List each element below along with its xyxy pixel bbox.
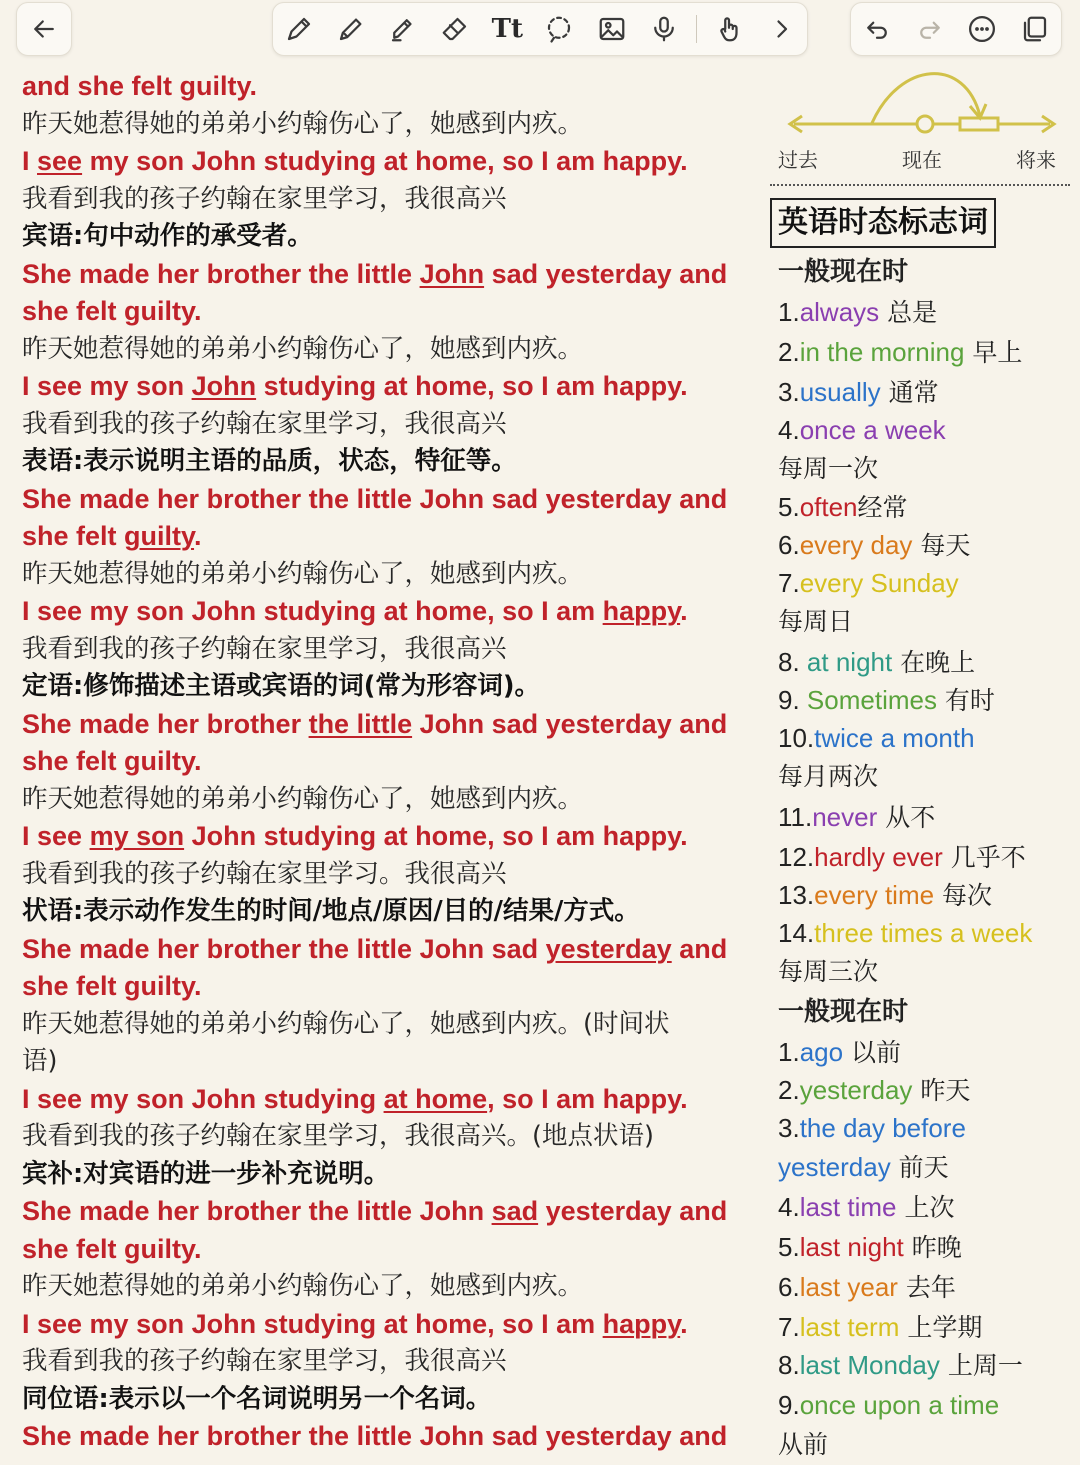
pages-button[interactable] bbox=[1015, 9, 1055, 49]
english-example-line bbox=[22, 1193, 762, 1231]
time-marker-item bbox=[778, 837, 1073, 877]
marker-meaning: 在晚上 bbox=[892, 648, 976, 677]
marker-number: 1. bbox=[778, 297, 800, 327]
chinese-translation: 我看到我的孩子约翰在家里学习，我很高兴。(地点状语) bbox=[22, 1121, 654, 1151]
lasso-tool-button[interactable] bbox=[539, 9, 579, 49]
marker-word: once a week bbox=[799, 415, 946, 445]
text-segment: John studying at home, so I am happy. bbox=[184, 821, 688, 851]
marker-word: every Sunday bbox=[799, 567, 959, 598]
text-segment: I see my son John studying at home, so I am bbox=[22, 596, 603, 626]
time-marker-item bbox=[778, 565, 1073, 603]
chinese-translation: 我看到我的孩子约翰在家里学习，我很高兴 bbox=[22, 183, 507, 214]
time-marker-item bbox=[778, 797, 1073, 837]
marker-number: 9. bbox=[778, 685, 807, 715]
marker-meaning: 通常 bbox=[880, 378, 939, 407]
marker-word: last Monday bbox=[799, 1350, 940, 1380]
pencil-icon bbox=[336, 14, 366, 44]
timeline-present-label: 现在 bbox=[902, 148, 942, 172]
text-segment: she felt guilty. bbox=[22, 746, 202, 776]
chinese-translation: 语) bbox=[22, 1046, 58, 1076]
marker-number: 7. bbox=[778, 1312, 800, 1342]
text-segment: I see my son John studying at home, so I am bbox=[22, 1308, 603, 1339]
marker-number: 4. bbox=[778, 1192, 800, 1222]
marker-number: 8. bbox=[778, 1350, 800, 1380]
chinese-translation: 昨天她惹得她的弟弟小约翰伤心了，她感到内疚。 bbox=[22, 558, 584, 589]
marker-number: 7. bbox=[778, 567, 800, 598]
marker-word: hardly ever bbox=[814, 842, 943, 872]
time-marker-item bbox=[778, 372, 1073, 412]
marker-word: last night bbox=[799, 1232, 904, 1262]
image-icon bbox=[597, 14, 627, 44]
marker-number: 1. bbox=[778, 1037, 800, 1067]
marker-number: 3. bbox=[778, 1112, 800, 1143]
marker-word: never bbox=[812, 802, 878, 832]
marker-word: the day before bbox=[799, 1112, 966, 1143]
toolbar-divider bbox=[696, 15, 697, 43]
text-segment: She made her brother the little John sad yesterday and bbox=[22, 483, 728, 514]
marker-meaning: 昨晚 bbox=[903, 1233, 962, 1262]
arrow-left-icon bbox=[29, 14, 59, 44]
underlined-phrase: sad bbox=[491, 1196, 539, 1226]
marker-meaning: 每天 bbox=[912, 531, 971, 560]
chinese-translation: 昨天她惹得她的弟弟小约翰伤心了，她感到内疚。 bbox=[22, 1271, 584, 1301]
time-marker-item bbox=[778, 642, 1073, 682]
text-segment: she felt bbox=[22, 521, 125, 551]
text-segment: She made her brother bbox=[22, 708, 309, 739]
time-marker-item bbox=[778, 487, 1073, 527]
english-example-line bbox=[22, 706, 762, 744]
marker-number: 13. bbox=[778, 880, 815, 910]
microphone-icon bbox=[649, 14, 679, 44]
text-segment: . bbox=[680, 596, 688, 626]
time-marker-item bbox=[778, 720, 1073, 758]
tense-timeline bbox=[780, 66, 1070, 181]
timeline-arrow-diagram bbox=[780, 66, 1070, 141]
chinese-translation: 昨天她惹得她的弟弟小约翰伤心了，她感到内疚。 bbox=[22, 783, 584, 814]
redo-icon bbox=[915, 14, 945, 44]
redo-button[interactable] bbox=[910, 9, 950, 49]
more-options-button[interactable] bbox=[962, 9, 1002, 49]
text-segment: my son John studying at home, so I am happy. bbox=[82, 146, 688, 176]
marker-number: 11. bbox=[778, 802, 813, 832]
chinese-translation: 昨天她惹得她的弟弟小约翰伤心了，她感到内疚。 bbox=[22, 108, 584, 139]
text-segment: I see bbox=[22, 821, 90, 851]
underlined-phrase: yesterday bbox=[545, 933, 672, 964]
timeline-past-label: 过去 bbox=[778, 148, 818, 172]
time-marker-item bbox=[778, 1110, 1073, 1148]
underlined-phrase: at home bbox=[383, 1083, 488, 1114]
text-segment: . bbox=[680, 1308, 688, 1339]
marker-word: yesterday bbox=[778, 1152, 891, 1182]
grammar-definition: 宾语:句中动作的承受者。 bbox=[22, 221, 313, 251]
text-segment: sad yesterday and bbox=[484, 258, 728, 289]
marker-number: 5. bbox=[778, 492, 800, 522]
underlined-phrase: see bbox=[37, 146, 83, 176]
pages-icon bbox=[1020, 14, 1050, 44]
grammar-definition: 定语:修饰描述主语或宾语的词(常为形容词)。 bbox=[22, 671, 541, 701]
text-tool-button[interactable] bbox=[487, 9, 527, 49]
marker-number: 5. bbox=[778, 1232, 800, 1262]
pencil-tool-button[interactable] bbox=[331, 9, 371, 49]
text-segment: . bbox=[194, 521, 202, 551]
english-example-line bbox=[22, 518, 762, 556]
marker-meaning: 早上 bbox=[964, 338, 1023, 367]
more-icon bbox=[967, 14, 997, 44]
marker-word: at night bbox=[806, 647, 893, 677]
text-segment: She made her brother the little John bbox=[22, 1196, 492, 1226]
english-example-line bbox=[22, 68, 762, 106]
marker-number: 3. bbox=[778, 377, 800, 407]
text-segment: and she felt guilty. bbox=[22, 71, 258, 101]
chinese-translation: 我看到我的孩子约翰在家里学习，我很高兴 bbox=[22, 1346, 507, 1376]
right-toolbar bbox=[850, 2, 1062, 56]
touch-gesture-icon bbox=[714, 14, 744, 44]
section-divider bbox=[770, 184, 1070, 186]
text-segment: she felt guilty. bbox=[22, 1233, 202, 1264]
marker-word: always bbox=[799, 297, 880, 327]
microphone-button[interactable] bbox=[644, 9, 684, 49]
underlined-phrase: John bbox=[419, 258, 485, 289]
marker-number: 6. bbox=[778, 1272, 800, 1302]
marker-translation: 每周日 bbox=[778, 607, 854, 636]
time-marker-item bbox=[778, 1147, 1073, 1187]
marker-word: last time bbox=[799, 1192, 897, 1222]
pen-tool-button[interactable] bbox=[279, 9, 319, 49]
text-segment: I see my son John studying bbox=[22, 1083, 384, 1114]
marker-word: often bbox=[799, 492, 858, 522]
marker-meaning: 几乎不 bbox=[942, 843, 1026, 872]
marker-word: every time bbox=[814, 880, 935, 910]
time-marker-item bbox=[778, 877, 1073, 915]
underlined-phrase: John bbox=[191, 371, 257, 401]
grammar-definition: 状语:表示动作发生的时间/地点/原因/目的/结果/方式。 bbox=[22, 896, 640, 926]
grammar-definition: 表语:表示说明主语的品质，状态，特征等。 bbox=[22, 446, 517, 476]
english-example-line bbox=[22, 968, 762, 1006]
marker-number: 4. bbox=[778, 415, 800, 445]
marker-meaning: 去年 bbox=[897, 1273, 956, 1302]
marker-meaning: 经常 bbox=[857, 493, 908, 522]
marker-translation: 每周一次 bbox=[778, 453, 879, 483]
marker-number: 6. bbox=[778, 530, 800, 560]
english-example-line bbox=[22, 1306, 762, 1344]
back-button[interactable] bbox=[24, 9, 64, 49]
grammar-definition: 宾补:对宾语的进一步补充说明。 bbox=[22, 1158, 390, 1189]
marker-meaning: 上学期 bbox=[899, 1313, 983, 1342]
chevron-right-icon bbox=[766, 14, 796, 44]
text-tool-icon: Tt bbox=[491, 14, 524, 44]
marker-word: usually bbox=[799, 377, 881, 407]
chinese-translation: 我看到我的孩子约翰在家里学习，我很高兴 bbox=[22, 408, 507, 439]
english-example-line bbox=[22, 1418, 762, 1456]
time-marker-item bbox=[778, 1307, 1073, 1347]
text-segment: John sad yesterday and bbox=[412, 708, 728, 739]
marker-word: Sometimes bbox=[806, 685, 937, 715]
marker-number: 2. bbox=[778, 337, 800, 367]
tense-heading: 一般现在时 bbox=[778, 257, 909, 287]
english-example-line bbox=[22, 481, 762, 519]
english-example-line bbox=[22, 256, 762, 294]
english-example-line bbox=[22, 293, 762, 331]
marker-word: in the morning bbox=[799, 337, 965, 367]
time-marker-item bbox=[778, 412, 1073, 450]
undo-icon bbox=[862, 14, 892, 44]
tense-markers-title: 英语时态标志词 bbox=[770, 198, 996, 248]
highlighter-tool-button[interactable] bbox=[383, 9, 423, 49]
marker-meaning: 上周一 bbox=[939, 1351, 1023, 1380]
undo-button[interactable] bbox=[857, 9, 897, 49]
english-example-line bbox=[22, 368, 762, 406]
time-marker-item bbox=[778, 1385, 1073, 1425]
grammar-notes bbox=[22, 68, 762, 1456]
text-segment: she felt guilty. bbox=[22, 971, 202, 1001]
more-tools-button[interactable] bbox=[761, 9, 801, 49]
marker-number: 9. bbox=[778, 1389, 800, 1420]
text-segment: She made her brother the little John sad yesterday and bbox=[22, 1421, 728, 1451]
marker-number: 10. bbox=[778, 722, 815, 753]
time-marker-item bbox=[778, 1227, 1073, 1267]
time-marker-item bbox=[778, 1032, 1073, 1072]
time-marker-item bbox=[778, 527, 1073, 565]
text-segment: and bbox=[671, 933, 728, 964]
marker-number: 14. bbox=[778, 917, 815, 948]
marker-number: 2. bbox=[778, 1075, 800, 1105]
marker-meaning: 以前 bbox=[843, 1038, 902, 1067]
time-marker-item bbox=[778, 292, 1073, 332]
time-marker-item bbox=[778, 1072, 1073, 1110]
underlined-phrase: happy bbox=[602, 596, 681, 626]
underlined-phrase: my son bbox=[89, 821, 185, 851]
touch-gesture-button[interactable] bbox=[709, 9, 749, 49]
english-example-line bbox=[22, 143, 762, 181]
marker-word: every day bbox=[799, 530, 913, 560]
marker-word: last term bbox=[799, 1312, 900, 1342]
marker-number: 8. bbox=[778, 647, 807, 677]
eraser-icon bbox=[440, 14, 470, 44]
marker-word: once upon a time bbox=[799, 1389, 1000, 1420]
time-marker-item bbox=[778, 915, 1073, 953]
chinese-translation: 昨天她惹得她的弟弟小约翰伤心了，她感到内疚。 bbox=[22, 333, 584, 364]
underlined-phrase: the little bbox=[308, 708, 413, 739]
marker-translation: 每月两次 bbox=[778, 762, 879, 791]
marker-meaning: 昨天 bbox=[912, 1076, 971, 1105]
text-segment: I bbox=[22, 146, 38, 176]
back-button-group bbox=[16, 2, 72, 56]
marker-meaning: 总是 bbox=[879, 298, 938, 327]
chinese-translation: 昨天她惹得她的弟弟小约翰伤心了，她感到内疚。(时间状 bbox=[22, 1008, 670, 1039]
lasso-icon bbox=[544, 14, 574, 44]
time-marker-item bbox=[778, 1347, 1073, 1385]
tense-markers-list bbox=[778, 252, 1073, 1465]
text-segment: She made her brother the little John sad bbox=[22, 933, 546, 964]
text-segment: yesterday and bbox=[538, 1196, 728, 1226]
english-example-line bbox=[22, 931, 762, 969]
marker-translation: 每周三次 bbox=[778, 957, 879, 986]
time-marker-item bbox=[778, 1187, 1073, 1227]
grammar-definition: 同位语:表示以一个名词说明另一个名词。 bbox=[22, 1383, 492, 1414]
marker-word: ago bbox=[799, 1037, 844, 1067]
english-example-line bbox=[22, 593, 762, 631]
english-example-line bbox=[22, 818, 762, 856]
marker-meaning: 上次 bbox=[896, 1193, 955, 1222]
marker-word: three times a week bbox=[814, 917, 1033, 948]
time-marker-item bbox=[778, 682, 1073, 720]
marker-meaning: 每次 bbox=[934, 881, 993, 910]
chinese-translation: 我看到我的孩子约翰在家里学习。我很高兴 bbox=[22, 858, 507, 889]
marker-word: twice a month bbox=[814, 722, 975, 753]
pen-icon bbox=[284, 14, 314, 44]
text-segment: studying at home, so I am happy. bbox=[256, 371, 688, 401]
english-example-line bbox=[22, 1081, 762, 1119]
marker-word: yesterday bbox=[799, 1075, 913, 1105]
text-segment: She made her brother the little bbox=[22, 258, 420, 289]
english-example-line bbox=[22, 1231, 762, 1269]
marker-number: 12. bbox=[778, 842, 815, 872]
marker-word: last year bbox=[799, 1272, 898, 1302]
text-segment: she felt guilty. bbox=[22, 296, 202, 326]
marker-meaning: 前天 bbox=[890, 1153, 949, 1182]
tool-palette bbox=[272, 2, 808, 56]
marker-meaning: 有时 bbox=[936, 686, 995, 715]
underlined-phrase: guilty bbox=[124, 521, 195, 551]
chinese-translation: 我看到我的孩子约翰在家里学习，我很高兴 bbox=[22, 633, 507, 664]
tense-heading: 一般现在时 bbox=[778, 997, 909, 1027]
highlighter-icon bbox=[388, 14, 418, 44]
time-marker-item bbox=[778, 332, 1073, 372]
timeline-future-label: 将来 bbox=[1016, 148, 1056, 172]
underlined-phrase: happy bbox=[602, 1308, 681, 1339]
time-marker-item bbox=[778, 1267, 1073, 1307]
text-segment: I see my son bbox=[22, 371, 192, 401]
marker-meaning: 从不 bbox=[877, 803, 936, 832]
text-segment: , so I am happy. bbox=[487, 1083, 688, 1114]
eraser-tool-button[interactable] bbox=[435, 9, 475, 49]
image-tool-button[interactable] bbox=[592, 9, 632, 49]
marker-translation: 从前 bbox=[778, 1429, 829, 1459]
english-example-line bbox=[22, 743, 762, 781]
